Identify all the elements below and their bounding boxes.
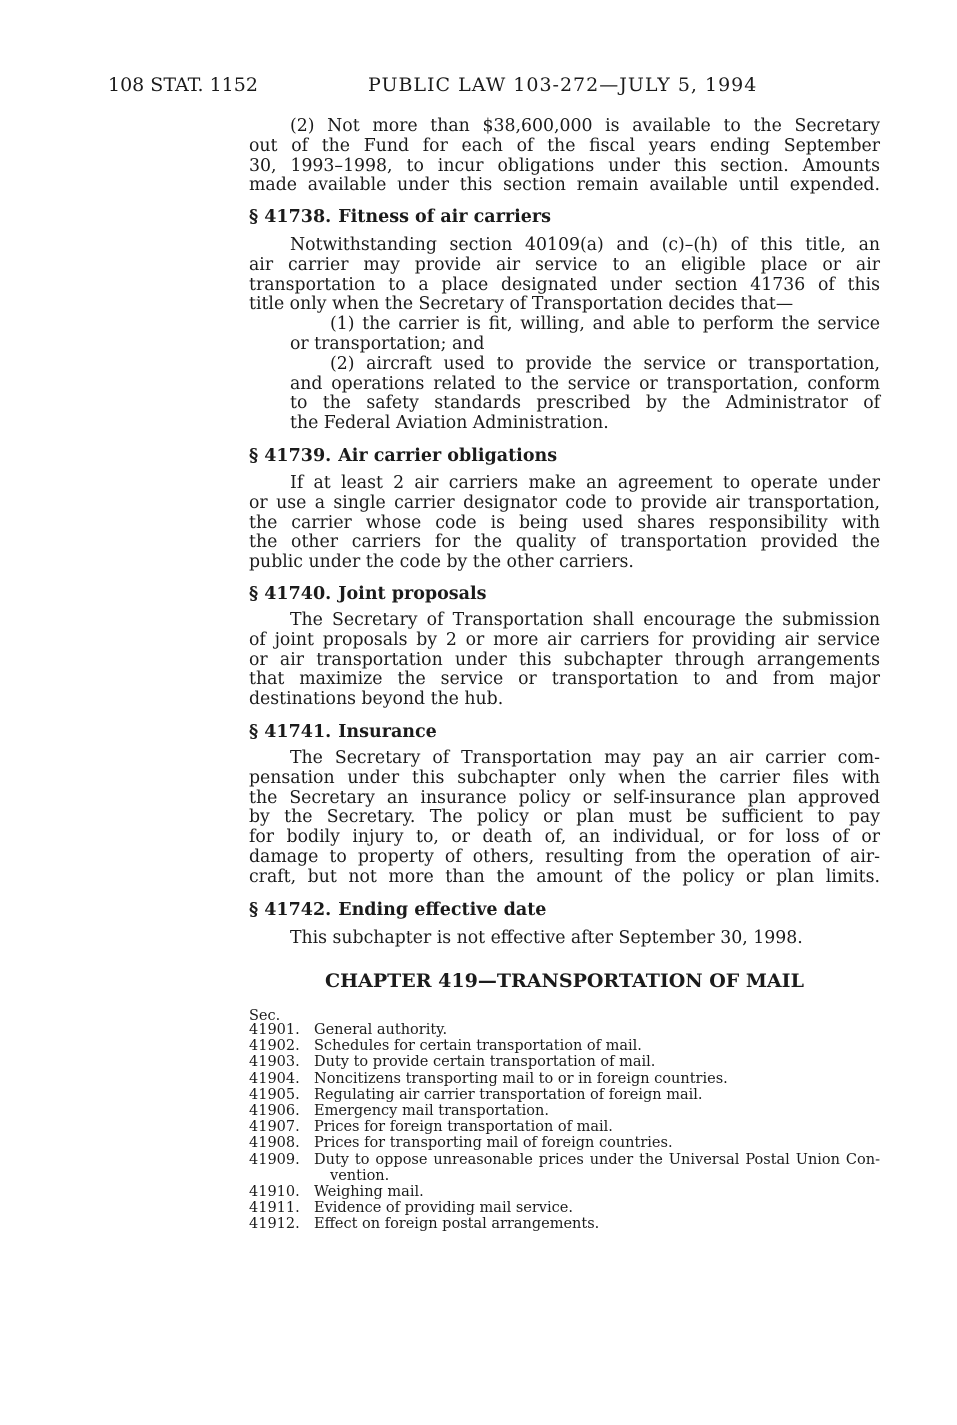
section-number: § 41739. [249,446,332,466]
section-title: Air carrier obligations [338,446,558,466]
paragraph-line: public under the code by the other carriers. [249,552,634,573]
toc-number: 41912. [249,1216,300,1233]
toc-entry [249,1135,880,1151]
toc-entry [249,1071,880,1087]
chapter-table-of-contents [249,1022,880,1232]
section-body-41741 [249,749,880,888]
section-heading-41740 [249,584,880,604]
paragraph-line: (2) Not more than $38,600,000 is available to the Secretary [290,116,880,136]
paragraph-line: of joint proposals by 2 or more air carriers for providing air service [249,629,880,650]
paragraph-line: (2) aircraft used to provide the service or transportation, [330,353,880,374]
toc-number: 41903. [249,1054,300,1071]
paragraph-line: pensation under this subchapter only when the carrier files with [249,767,880,788]
toc-title-continued: vention. [330,1167,390,1184]
toc-number: 41909. [249,1151,300,1168]
section-heading-41741 [249,722,880,742]
toc-entry [249,1103,880,1119]
paragraph-line: The Secretary of Transportation shall encourage the submission [290,610,880,630]
section-heading-41739 [249,446,880,466]
section-body-41739 [249,474,880,573]
toc-title: Prices for foreign transportation of mail. [314,1119,613,1136]
paragraph-line: the Federal Aviation Administration. [290,413,609,434]
toc-title: Effect on foreign postal arrangements. [314,1216,600,1233]
section-body-41742 [249,929,880,949]
stat-citation: 108 STAT. 1152 [108,74,258,96]
toc-title: General authority. [314,1022,448,1038]
paragraph-line: transportation to a place designated under section 41736 of this [249,274,880,295]
chapter-heading: CHAPTER 419—TRANSPORTATION OF MAIL [325,970,804,992]
paragraph-line: destinations beyond the hub. [249,689,504,710]
toc-title: Weighing mail. [314,1183,424,1200]
section-body-41738 [249,236,880,434]
section-title: Fitness of air carriers [338,207,551,227]
paragraph-line: for bodily injury to, or death of, an individual, or for loss of or [249,827,880,848]
toc-title: Evidence of providing mail service. [314,1200,573,1217]
section-number: § 41740. [249,584,332,604]
toc-entry [249,1054,880,1070]
paragraph-line: air carrier may provide air service to an eligible place or air [249,254,880,275]
toc-title: Duty to oppose unreasonable prices under the Universal Postal Union Con- [314,1151,880,1168]
paragraph-line: the Secretary an insurance policy or self-insurance plan approved [249,787,880,808]
toc-entry [249,1038,880,1054]
toc-number: 41911. [249,1200,300,1217]
toc-entry [249,1184,880,1200]
toc-number: 41905. [249,1086,300,1103]
toc-title: Regulating air carrier transportation of foreign mail. [314,1086,703,1103]
toc-number: 41910. [249,1183,300,1200]
paragraph-line: title only when the Secretary of Transportation decides that— [249,294,794,315]
toc-entry [249,1119,880,1135]
section-number: § 41741. [249,722,332,742]
paragraph-line: to the safety standards prescribed by the Administrator of [290,393,880,414]
toc-entry [249,1022,880,1038]
section-title: Joint proposals [338,584,487,604]
paragraph-line: made available under this section remain available until expended. [249,175,880,196]
section-title: Insurance [338,722,437,742]
carryover-paragraph [249,117,880,196]
toc-title: Schedules for certain transportation of mail. [314,1038,642,1055]
toc-entry [249,1200,880,1216]
toc-entry [249,1152,880,1168]
paragraph-line: If at least 2 air carriers make an agreement to operate under [290,473,880,493]
paragraph-line: the other carriers for the quality of transportation provided the [249,532,880,553]
paragraph-line: or air transportation under this subchapter through arrangements [249,649,880,670]
section-title: Ending effective date [338,900,547,920]
paragraph-line: out of the Fund for each of the fiscal years ending September [249,135,880,156]
toc-number: 41906. [249,1102,300,1119]
paragraph-line: damage to property of others, resulting from the operation of air- [249,846,880,867]
paragraph-line: 30, 1993–1998, to incur obligations under this section. Amounts [249,155,880,176]
section-body-41740 [249,611,880,710]
paragraph-line: and operations related to the service or transportation, conform [290,373,880,394]
section-number: § 41738. [249,207,332,227]
section-number: § 41742. [249,900,332,920]
paragraph-line: The Secretary of Transportation may pay an air carrier com- [290,748,880,768]
toc-title: Noncitizens transporting mail to or in foreign countries. [314,1070,728,1087]
paragraph-line: by the Secretary. The policy or plan must be sufficient to pay [249,807,880,828]
section-heading-41742 [249,900,880,920]
toc-entry [249,1087,880,1103]
law-citation: PUBLIC LAW 103-272—JULY 5, 1994 [368,74,758,96]
toc-number: 41907. [249,1119,300,1136]
toc-entry-continued [249,1168,880,1184]
paragraph-line: craft, but not more than the amount of the policy or plan limits. [249,866,880,887]
paragraph-line: that maximize the service or transportation to and from major [249,669,880,690]
section-heading-41738 [249,207,880,227]
toc-entry [249,1216,880,1232]
paragraph-line: or use a single carrier designator code to provide air transportation, [249,492,880,513]
sec-label: Sec. [249,1008,281,1024]
toc-title: Duty to provide certain transportation of mail. [314,1054,656,1071]
toc-title: Prices for transporting mail of foreign countries. [314,1135,673,1152]
paragraph-line: Notwithstanding section 40109(a) and (c)–(h) of this title, an [290,235,880,255]
toc-number: 41904. [249,1070,300,1087]
paragraph-line: (1) the carrier is fit, willing, and able to perform the service [330,314,880,335]
toc-title: Emergency mail transportation. [314,1102,549,1119]
toc-number: 41902. [249,1038,300,1055]
paragraph-line: This subchapter is not effective after September 30, 1998. [290,928,803,948]
toc-number: 41901. [249,1022,300,1038]
paragraph-line: or transportation; and [290,333,485,354]
toc-number: 41908. [249,1135,300,1152]
paragraph-line: the carrier whose code is being used shares responsibility with [249,512,880,533]
